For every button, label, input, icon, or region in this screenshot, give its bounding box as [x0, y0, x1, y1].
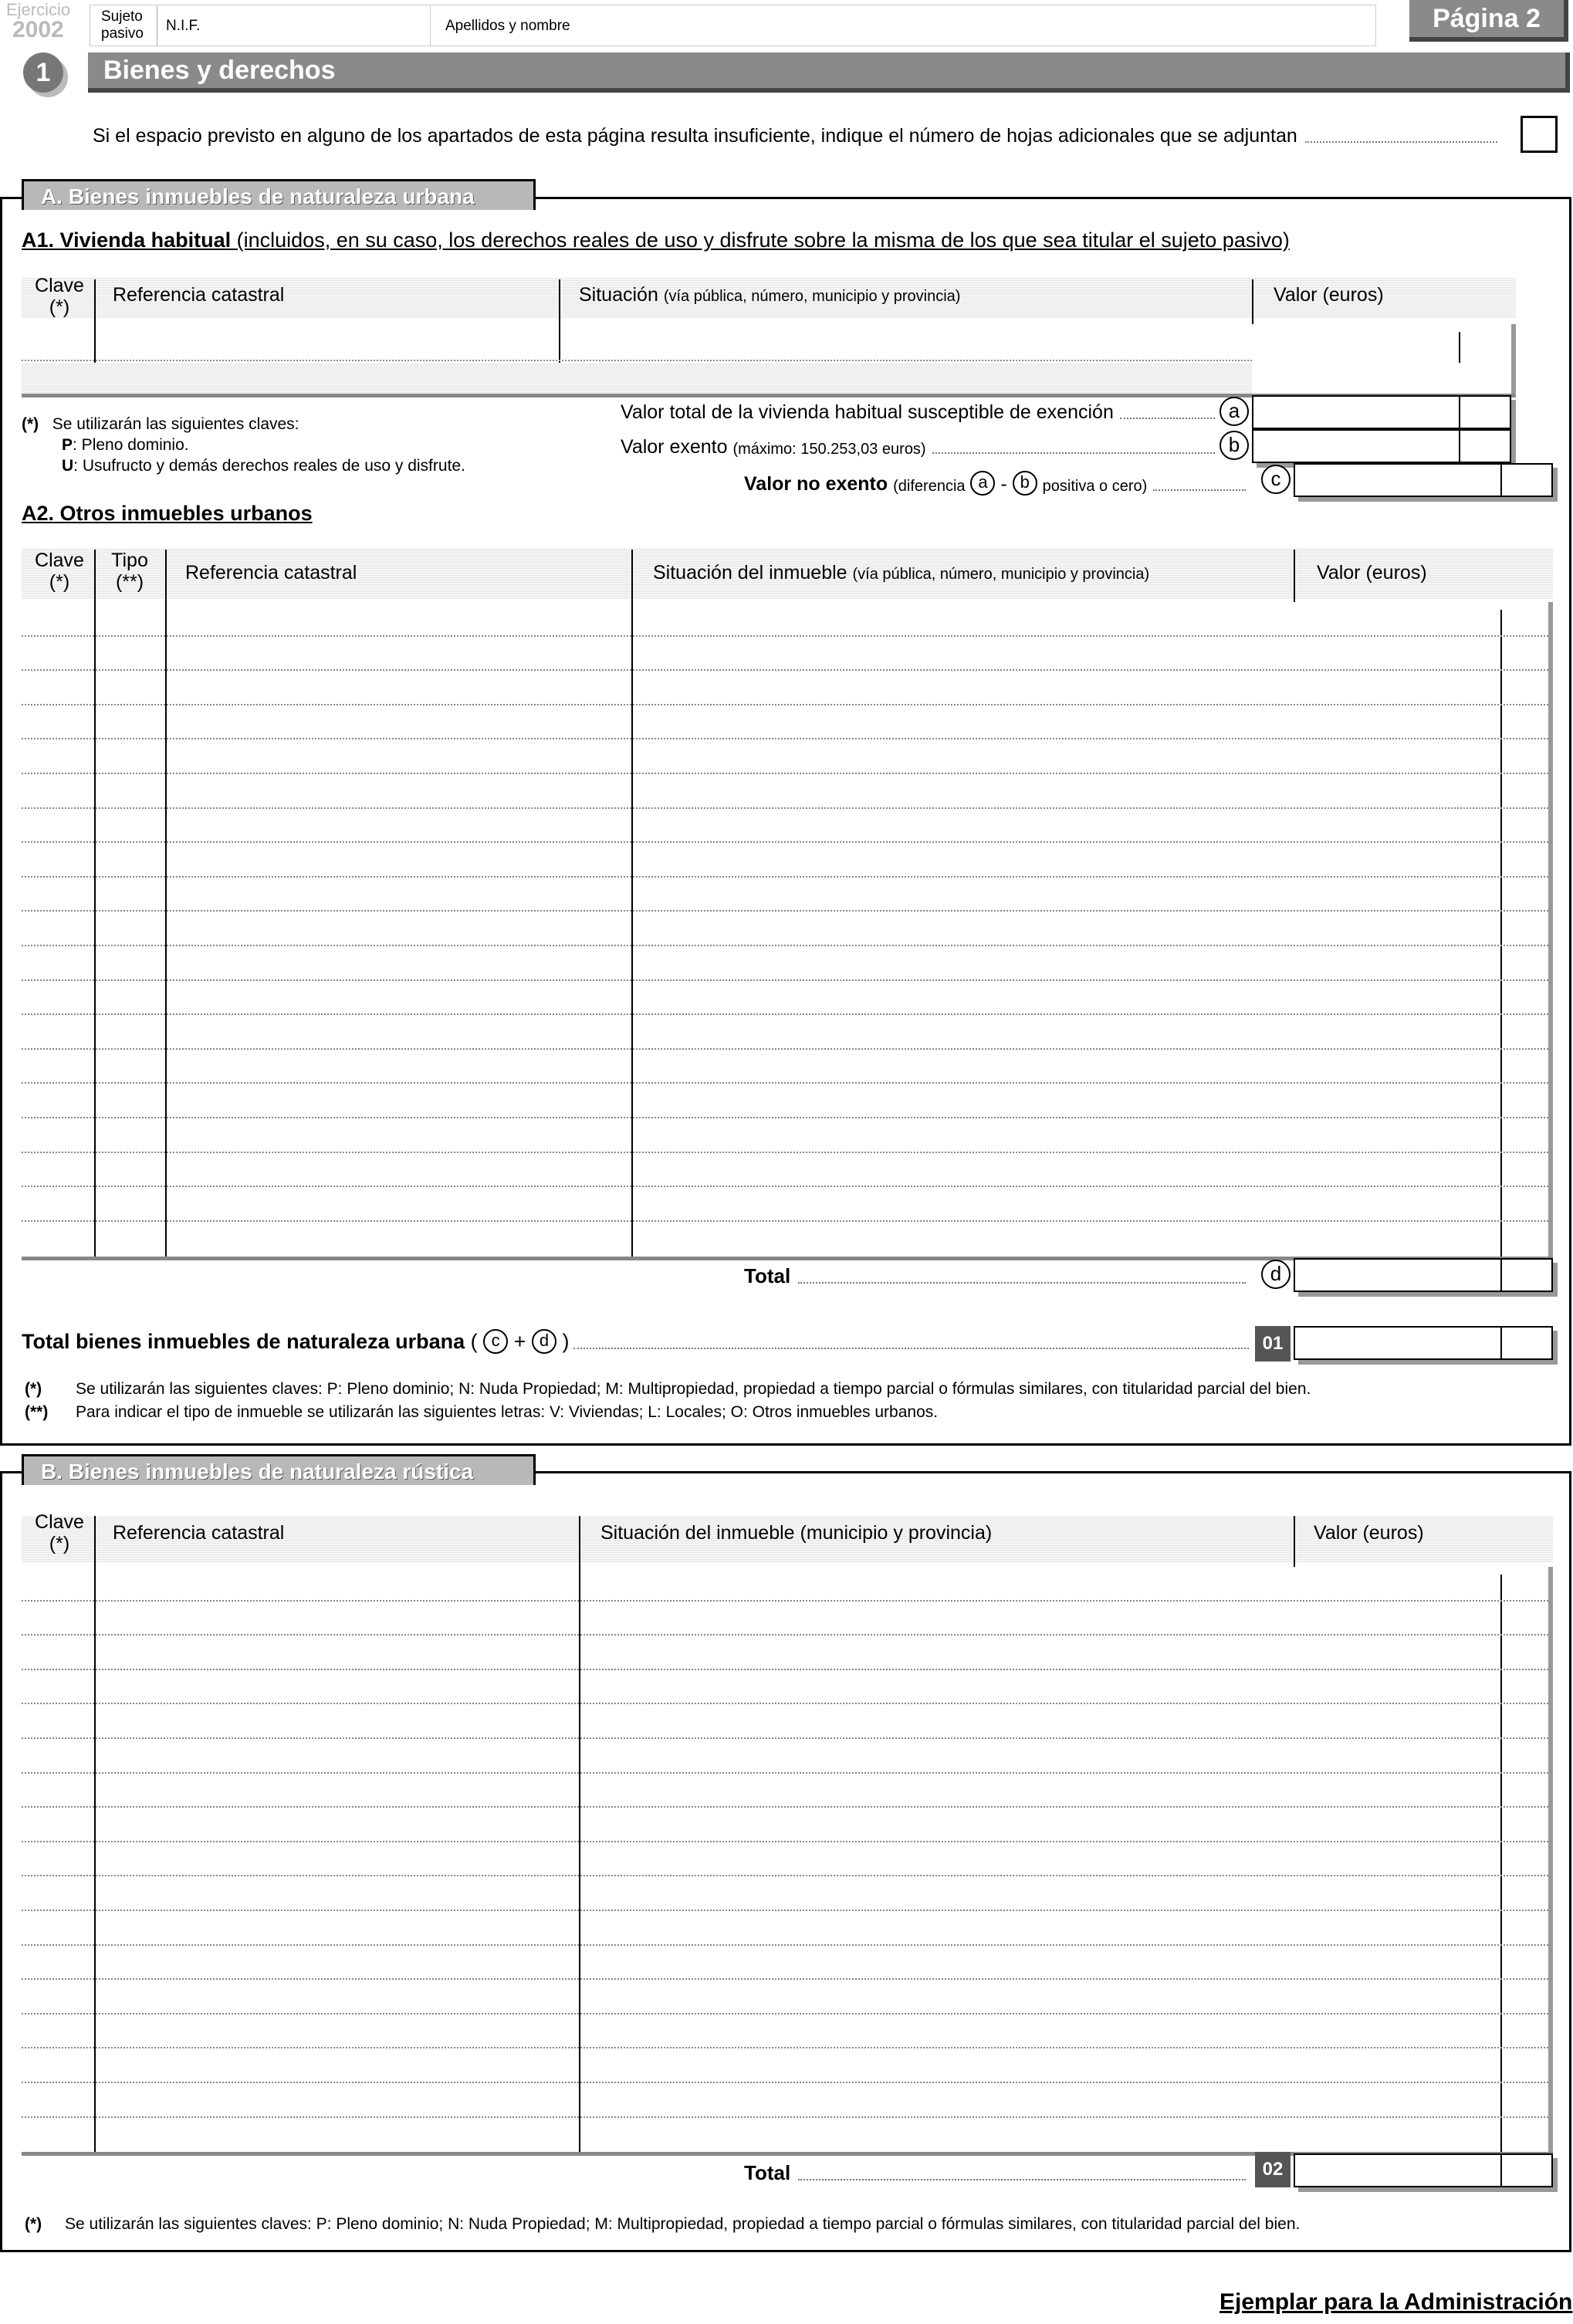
- a2-title: Otros inmuebles urbanos: [59, 502, 313, 525]
- a2-total-leader: [798, 1282, 1246, 1284]
- a1-col-clave: [32, 275, 86, 318]
- valor-no-exento-small-2: positiva o cero): [1042, 478, 1148, 495]
- a1-key-u: U: [62, 457, 74, 475]
- a1-valor-cell[interactable]: [1252, 324, 1516, 395]
- box-02: 02: [1255, 2152, 1291, 2187]
- valor-no-exento-input[interactable]: [1294, 463, 1553, 497]
- marker-a: a: [1219, 397, 1249, 426]
- apellidos-label: Apellidos y nombre: [445, 18, 570, 34]
- valor-no-exento-leader: [1153, 489, 1246, 491]
- total-urbana-label: Total bienes inmuebles de naturaleza urbana: [22, 1330, 465, 1353]
- a2-table-row[interactable]: [22, 1013, 1548, 1015]
- a2-code: A2.: [22, 502, 55, 525]
- a1-key-u-text: : Usufructo y demás derechos reales de uso y disfrute.: [73, 457, 465, 475]
- b-table-row[interactable]: [22, 1703, 1548, 1704]
- marker-a-inline: a: [970, 471, 995, 496]
- b-table-row[interactable]: [22, 1944, 1548, 1946]
- sujeto-pasivo-field[interactable]: [90, 5, 1376, 46]
- b-total-label: Total: [744, 2161, 791, 2184]
- a2-table-row[interactable]: [22, 635, 1548, 637]
- b-col-clave: [32, 1511, 86, 1554]
- a2-table-row[interactable]: [22, 807, 1548, 809]
- b-table-row[interactable]: [22, 1978, 1548, 1980]
- hojas-leader: [1305, 141, 1497, 143]
- total-urbana-input[interactable]: [1294, 1326, 1553, 1360]
- a1-keys-intro: Se utilizarán las siguientes claves:: [52, 415, 299, 433]
- b-footnote-text: Se utilizarán las siguientes claves: P: Pleno dominio; N: Nuda Propiedad; M: Multipropiedad, propiedad a tiempo parcial o fórmulas similares, con titularidad parcial del bien.: [65, 2215, 1301, 2233]
- b-col-referencia: Referencia catastral: [113, 1522, 285, 1544]
- total-urbana-leader: [573, 1348, 1249, 1349]
- a2-total-tick: [1500, 1260, 1502, 1291]
- b-total-input[interactable]: [1294, 2153, 1553, 2187]
- b-table-row[interactable]: [22, 1841, 1548, 1842]
- nif-divider: [430, 5, 431, 46]
- b-table-row[interactable]: [22, 1875, 1548, 1876]
- a2-table-row[interactable]: [22, 669, 1548, 671]
- a2-table-row[interactable]: [22, 704, 1548, 705]
- valor-total-label: Valor total de la vivienda habitual susceptible de exención: [621, 401, 1114, 423]
- a-footnote-2-text: Para indicar el tipo de inmueble se utilizarán las siguientes letras: V: Viviendas; L: Locales; O: Otros inmuebles urbanos.: [76, 1403, 939, 1421]
- valor-no-exento-small-1: (diferencia: [893, 478, 966, 495]
- a2-rows: [22, 602, 1548, 1258]
- b-table-row[interactable]: [22, 1600, 1548, 1602]
- b-total-tick: [1500, 2155, 1502, 2186]
- a2-table-row[interactable]: [22, 1220, 1548, 1222]
- b-col-valor: Valor (euros): [1314, 1522, 1424, 1544]
- a1-situacion-small: (vía pública, número, municipio y provincia): [663, 288, 961, 305]
- b-table-row[interactable]: [22, 1910, 1548, 1911]
- pagina-badge: [1409, 0, 1568, 42]
- a1-title: Vivienda habitual: [59, 228, 232, 252]
- b-footnote-mark: (*): [25, 2215, 42, 2233]
- hojas-adicionales-text: [93, 125, 1497, 147]
- pagina-label: Página 2: [1433, 4, 1541, 33]
- b-table-row[interactable]: [22, 1772, 1548, 1774]
- a2-clave-mark: (*): [49, 571, 70, 593]
- valor-no-exento-row: Valor no exento (diferencia a - b positiva o cero): [744, 471, 1246, 496]
- valor-total-row: [621, 401, 1215, 424]
- a2-table-row[interactable]: [22, 876, 1548, 878]
- a2-col-valor: Valor (euros): [1317, 562, 1427, 584]
- section-title: Bienes y derechos: [103, 56, 336, 85]
- b-table-row[interactable]: [22, 1634, 1548, 1636]
- marker-d: d: [1261, 1260, 1291, 1289]
- valor-exento-tick: [1459, 431, 1460, 462]
- a2-col-referencia: Referencia catastral: [185, 562, 357, 584]
- ejercicio-year: 2002: [12, 17, 64, 42]
- a2-total-row: [744, 1264, 1246, 1288]
- b-table-row[interactable]: [22, 2013, 1548, 2014]
- a1-situacion-label: Situación: [579, 284, 658, 306]
- a1-data-row[interactable]: [22, 324, 1252, 361]
- a-footnote-1-text: Se utilizarán las siguientes claves: P: Pleno dominio; N: Nuda Propiedad; M: Multipropiedad, propiedad a tiempo parcial o fórmulas similares, con titularidad parcial del bien.: [76, 1380, 1311, 1398]
- b-total-leader: [798, 2179, 1246, 2180]
- a2-situacion-small: (vía pública, número, municipio y provincia): [852, 566, 1150, 583]
- section-a-banner: A. Bienes inmuebles de naturaleza urbana: [22, 179, 536, 210]
- a2-table-row[interactable]: [22, 1186, 1548, 1187]
- b-table-row[interactable]: [22, 1669, 1548, 1670]
- a2-col-situacion: [653, 562, 1149, 584]
- a2-table-row[interactable]: [22, 910, 1548, 912]
- a2-table-row[interactable]: [22, 945, 1548, 946]
- a1-key-p: P: [62, 436, 73, 454]
- valor-exento-row: [621, 436, 1215, 458]
- b-table-row[interactable]: [22, 2082, 1548, 2083]
- marker-d-inline: d: [532, 1329, 556, 1354]
- box-01: 01: [1255, 1326, 1291, 1362]
- valor-exento-label: Valor exento: [621, 436, 728, 458]
- valor-total-tick: [1459, 397, 1460, 428]
- marker-b: b: [1219, 431, 1249, 460]
- a2-table-row[interactable]: [22, 979, 1548, 981]
- a2-total-input[interactable]: [1294, 1258, 1553, 1292]
- b-table-row[interactable]: [22, 1737, 1548, 1739]
- b-total-row: [744, 2161, 1246, 2185]
- a2-table-row[interactable]: [22, 1152, 1548, 1153]
- a2-table-row[interactable]: [22, 773, 1548, 774]
- section-b-banner: B. Bienes inmuebles de naturaleza rústica: [22, 1454, 536, 1485]
- marker-c-inline: c: [483, 1329, 508, 1354]
- a2-col-tipo: [103, 550, 156, 593]
- total-urbana-row: Total bienes inmuebles de naturaleza urbana ( c + d ): [22, 1329, 1249, 1354]
- a1-col-valor: Valor (euros): [1274, 284, 1384, 306]
- total-urbana-tick: [1500, 1328, 1502, 1358]
- a1-keys-mark: (*): [22, 415, 39, 433]
- a-footnote-1: [25, 1380, 1311, 1399]
- a2-situacion-label: Situación del inmueble: [653, 562, 847, 584]
- a2-tipo-mark: (**): [115, 571, 144, 593]
- a1-key-p-text: : Pleno dominio.: [73, 436, 189, 454]
- a2-table-row[interactable]: [22, 1048, 1548, 1050]
- valor-exento-input[interactable]: [1252, 429, 1511, 463]
- a1-clave-label: Clave: [35, 275, 84, 296]
- valor-exento-small: (máximo: 150.253,03 euros): [732, 441, 926, 458]
- nif-label: N.I.F.: [166, 18, 201, 34]
- section-number-badge: [23, 52, 63, 93]
- a2-table-row[interactable]: [22, 1117, 1548, 1118]
- b-clave-mark: (*): [49, 1533, 70, 1554]
- valor-no-exento-label: Valor no exento: [744, 473, 888, 495]
- section-number: 1: [36, 58, 51, 87]
- ejercicio-label: Ejercicio: [6, 0, 71, 19]
- b-table-row[interactable]: [22, 1806, 1548, 1808]
- a1-heading: [22, 228, 1290, 252]
- valor-total-leader: [1120, 418, 1215, 419]
- a1-desc: (incluidos, en su caso, los derechos reales de uso y disfrute sobre la misma de los que sea titular el sujeto pasivo): [236, 228, 1290, 252]
- ejemplar-label: Ejemplar para la Administración: [1219, 2289, 1573, 2315]
- a2-total-label: Total: [744, 1264, 791, 1287]
- marker-c: c: [1261, 465, 1291, 494]
- a1-lower-band: [22, 363, 1252, 395]
- a2-table-row[interactable]: [22, 1082, 1548, 1084]
- valor-no-exento-tick: [1500, 465, 1502, 496]
- b-rows: [22, 1567, 1548, 2153]
- a1-clave-mark: (*): [49, 296, 70, 318]
- a-footnote-1-mark: (*): [25, 1380, 42, 1398]
- valor-exento-leader: [932, 452, 1215, 454]
- a2-col-clave: [32, 550, 86, 593]
- a1-col-situacion: [579, 284, 960, 306]
- a-footnote-2-mark: (**): [25, 1403, 49, 1421]
- a1-keys-note: [22, 414, 593, 476]
- section-title-bar: [88, 52, 1570, 93]
- b-table-row[interactable]: [22, 2116, 1548, 2118]
- a2-table-row[interactable]: [22, 841, 1548, 843]
- a2-heading: [22, 502, 313, 526]
- a2-clave-label: Clave: [35, 550, 84, 571]
- a1-code: A1.: [22, 228, 55, 252]
- hojas-adicionales-box[interactable]: [1521, 116, 1558, 153]
- b-table-row[interactable]: [22, 2047, 1548, 2048]
- a2-tipo-label: Tipo: [111, 550, 148, 571]
- b-col-situacion: Situación del inmueble (municipio y provincia): [600, 1522, 993, 1544]
- marker-b-inline: b: [1013, 471, 1037, 496]
- b-footnote: [25, 2215, 1301, 2234]
- b-clave-label: Clave: [35, 1511, 84, 1533]
- hojas-text: Si el espacio previsto en alguno de los apartados de esta página resulta insuficiente, indique el número de hojas adicionales que se adjuntan: [93, 125, 1297, 147]
- valor-total-input[interactable]: [1252, 395, 1511, 429]
- a1-col-referencia: Referencia catastral: [113, 284, 285, 306]
- a-footnote-2: [25, 1403, 939, 1422]
- a1-valor-tick: [1459, 332, 1460, 363]
- sujeto-pasivo-label: Sujeto pasivo: [101, 8, 144, 42]
- a2-table-row[interactable]: [22, 738, 1548, 739]
